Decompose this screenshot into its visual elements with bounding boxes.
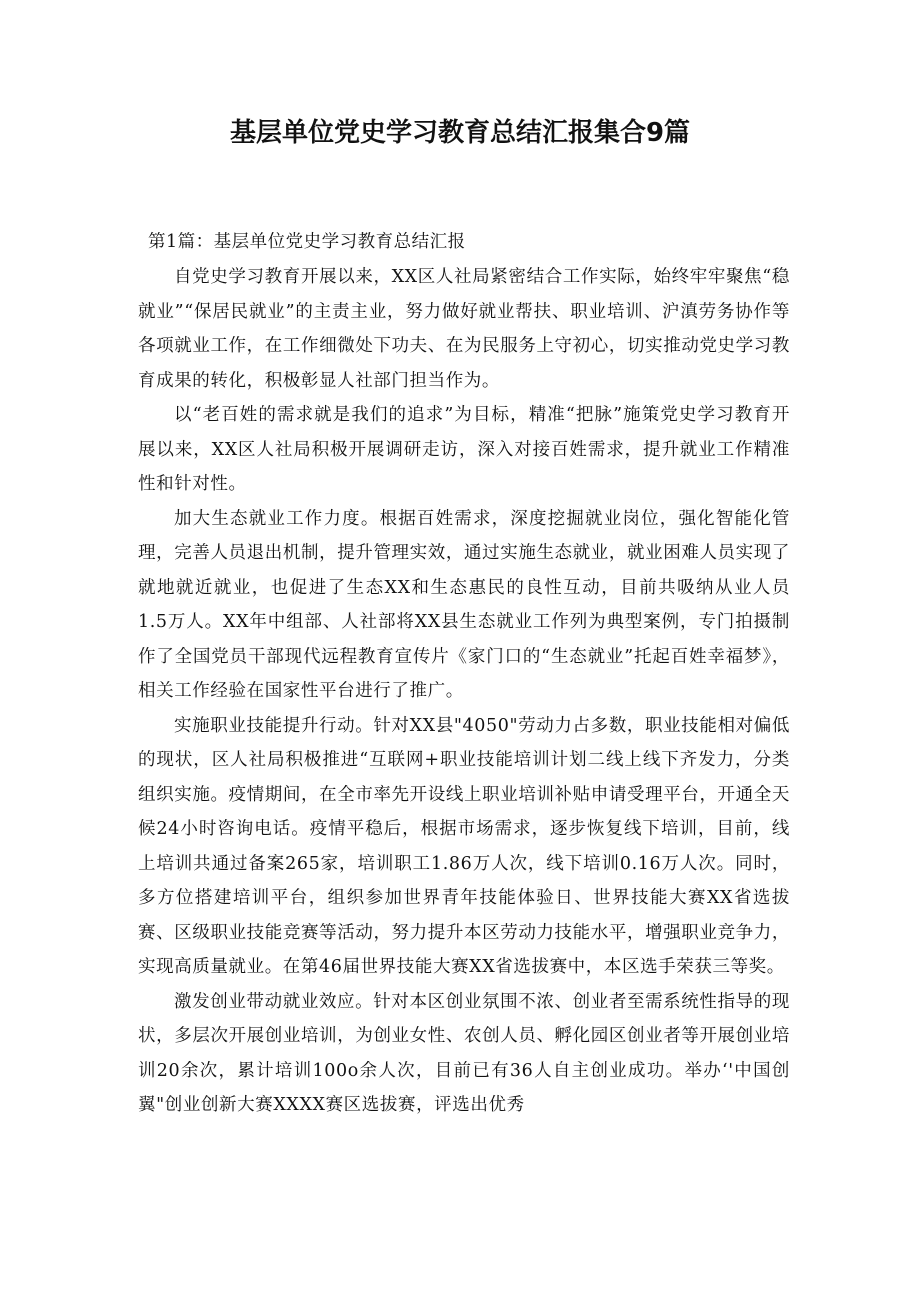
paragraph-entrepreneurship: 激发创业带动就业效应。针对本区创业氛围不浓、创业者至需系统性指导的现状，多层次开展创业培训，为创业女性、农创人员、孵化园区创业者等开展创业培训20余次，累计培训100o余人次，目前已有36人自主创业成功。举办‘'中国创翼"创业创新大赛XXXX赛区选拔赛，评选出优秀 <box>138 991 790 1115</box>
paragraph-goal: 以“老百姓的需求就是我们的追求”为目标，精准“把脉”施策党史学习教育开展以来，XX区人社局积极开展调研走访，深入对接百姓需求，提升就业工作精准性和针对性。 <box>138 405 790 494</box>
paragraph-ecological-employment: 加大生态就业工作力度。根据百姓需求，深度挖掘就业岗位，强化智能化管理，完善人员退出机制，提升管理实效，通过实施生态就业，就业困难人员实现了就地就近就业，也促进了生态XX和生态惠民的良性互动，目前共吸纳从业人员1.5万人。XX年中组部、人社部将XX县生态就业工作列为典型案例，专门拍摄制作了全国党员干部现代远程教育宣传片《家门口的“生态就业”托起百姓幸福梦》，相关工作经验在国家性平台进行了推广。 <box>138 508 790 701</box>
document-body <box>138 226 790 1123</box>
paragraph-intro: 自党史学习教育开展以来，XX区人社局紧密结合工作实际，始终牢牢聚焦“稳就业”“保居民就业”的主责主业，努力做好就业帮扶、职业培训、沪滇劳务协作等各项就业工作，在工作细微处下功夫、在为民服务上守初心，切实推动党史学习教育成果的转化，积极彰显人社部门担当作为。 <box>138 267 790 391</box>
paragraph-vocational-skills: 实施职业技能提升行动。针对XX县"4050"劳动力占多数，职业技能相对偏低的现状，区人社局积极推进“互联网+职业技能培训计划二线上线下齐发力，分类组织实施。疫情期间，在全市率先开设线上职业培训补贴申请受理平台，开通全天候24小时咨询电话。疫情平稳后，根据市场需求，逐步恢复线下培训，目前，线上培训共通过备案265家，培训职工1.86万人次，线下培训0.16万人次。同时，多方位搭建培训平台，组织参加世界青年技能体验日、世界技能大赛XX省选拔赛、区级职业技能竞赛等活动，努力提升本区劳动力技能水平，增强职业竞争力，实现高质量就业。在第46届世界技能大赛XX省选拔赛中，本区选手荣获三等奖。 <box>138 715 790 977</box>
document-title: 基层单位党史学习教育总结汇报集合9篇 <box>229 118 691 148</box>
section-heading: 第1篇：基层单位党史学习教育总结汇报 <box>148 232 466 252</box>
